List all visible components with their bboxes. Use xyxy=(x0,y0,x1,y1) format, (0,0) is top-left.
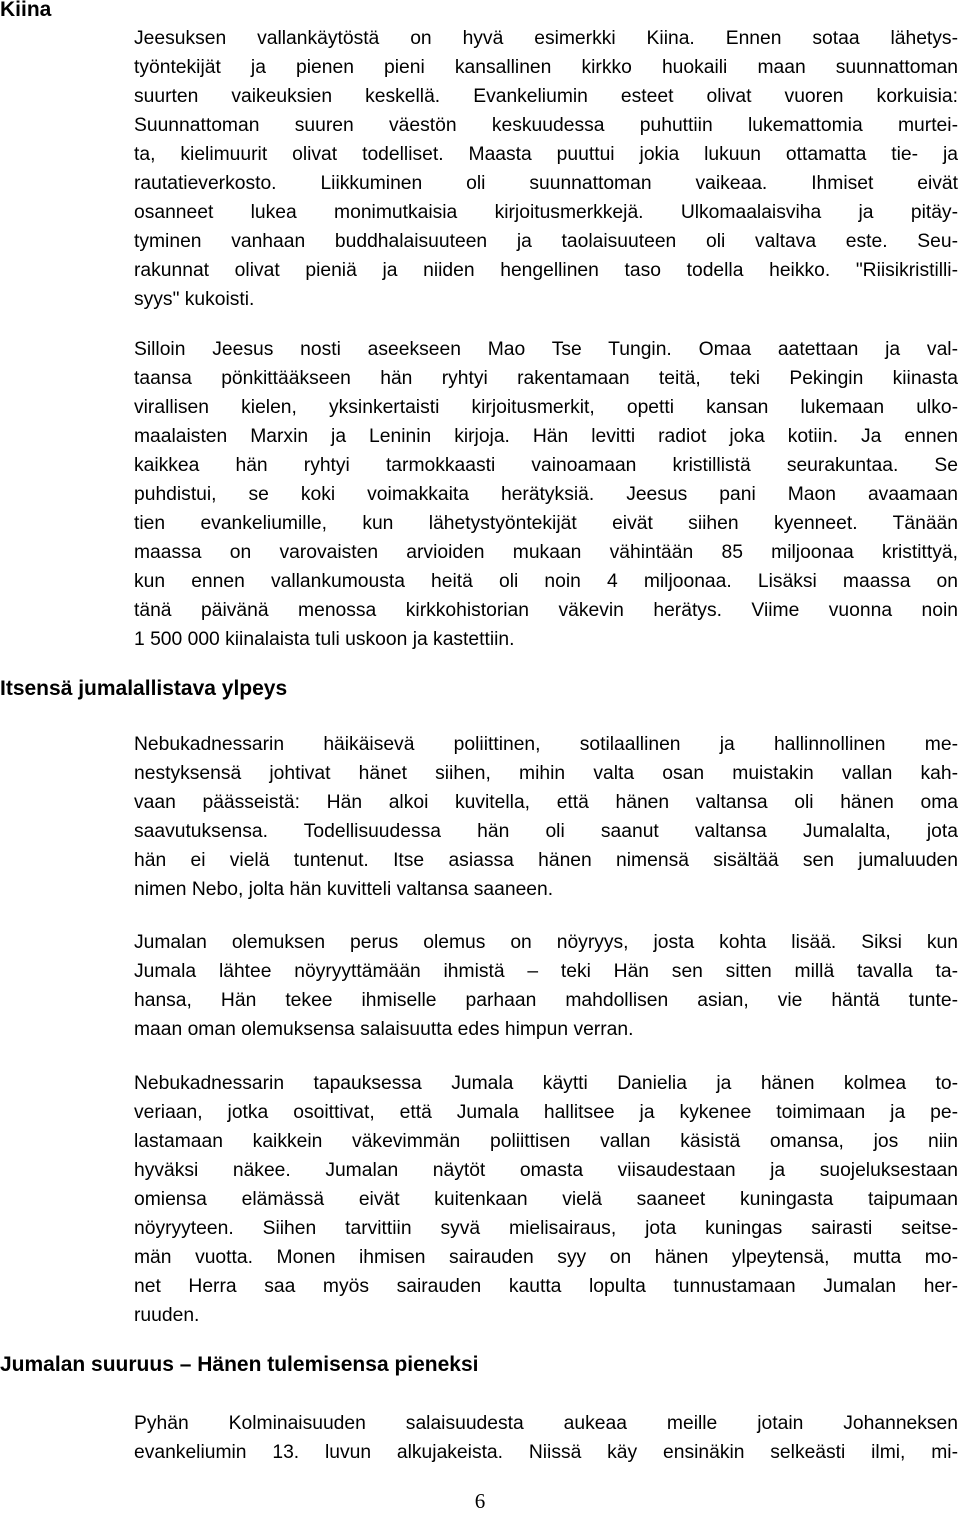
paragraph xyxy=(134,24,958,314)
paragraph xyxy=(134,928,958,1044)
text-line: maassa on varovaisten arvioiden mukaan vähintään 85 miljoonaa kristittyä, xyxy=(134,542,958,563)
text-line: Jumalan olemuksen perus olemus on nöyryys, josta kohta lisää. Siksi kun xyxy=(134,932,958,953)
text-line: evankeliumin 13. luvun alkujakeista. Niissä käy ensinäkin selkeästi ilmi, mi- xyxy=(134,1442,958,1463)
text-line: kun ennen vallankumousta heitä oli noin 4 miljoonaa. Lisäksi maassa on xyxy=(134,571,958,592)
text-line: osanneet lukea monimutkaisia kirjoitusmerkkejä. Ulkomaalaisviha ja pitäy- xyxy=(134,202,958,223)
text-line: maalaisten Marxin ja Leninin kirjoja. Hän levitti radiot joka kotiin. Ja ennen xyxy=(134,426,958,447)
text-line: Jeesuksen vallankäytöstä on hyvä esimerkki Kiina. Ennen sotaa lähetys- xyxy=(134,28,958,49)
text-line: virallisen kielen, yksinkertaisti kirjoitusmerkit, opetti kansan lukemaan ulko- xyxy=(134,397,958,418)
paragraph xyxy=(134,1409,958,1467)
text-line: ruuden. xyxy=(134,1305,200,1326)
text-line: Jumala lähtee nöyryyttämään ihmistä – teki Hän sen sitten millä tavalla ta- xyxy=(134,961,958,982)
text-line: hyväksi näkee. Jumalan näytöt omasta viisaudestaan ja suojeluksestaan xyxy=(134,1160,958,1181)
text-line: veriaan, jotka osoittivat, että Jumala hallitsee ja kykenee toimimaan ja pe- xyxy=(134,1102,958,1123)
text-line: ta, kielimuurit olivat todelliset. Maasta puuttui jokia lukuun ottamatta tie- ja xyxy=(134,144,958,165)
paragraph xyxy=(134,1069,958,1330)
section-heading-ylpeys: Itsensä jumalallistava ylpeys xyxy=(0,677,288,700)
text-line: nimen Nebo, jolta hän kuvitteli valtansa saaneen. xyxy=(134,879,554,900)
text-line: vaan päässeistä: Hän alkoi kuvitella, että hänen valtansa oli hänen oma xyxy=(134,792,958,813)
text-line: Nebukadnessarin häikäisevä poliittinen, sotilaallinen ja hallinnollinen me- xyxy=(134,734,958,755)
text-line: kaikkea hän ryhtyi tarmokkaasti vainoamaan kristillistä seurakuntaa. Se xyxy=(134,455,958,476)
text-line: Nebukadnessarin tapauksessa Jumala käytti Danielia ja hänen kolmea to- xyxy=(134,1073,958,1094)
text-line: nöyryyteen. Siihen tarvittiin syvä mielisairaus, jota kuningas sairasti seitse- xyxy=(134,1218,958,1239)
section-heading-kiina: Kiina xyxy=(0,0,52,21)
text-line: 1 500 000 kiinalaista tuli uskoon ja kastettiin. xyxy=(134,629,515,650)
paragraph xyxy=(134,335,958,654)
text-line: män vuotta. Monen ihmisen sairauden syy on hänen ylpeytensä, mutta mo- xyxy=(134,1247,958,1268)
text-line: työntekijät ja pienen pieni kansallinen kirkko huokaili maan suunnattoman xyxy=(134,57,958,78)
section-heading-suuruus: Jumalan suuruus – Hänen tulemisensa pieneksi xyxy=(0,1353,479,1376)
text-line: lastamaan kaikkein väkevimmän poliittisen vallan käsistä omansa, jos niin xyxy=(134,1131,958,1152)
text-line: tyminen vanhaan buddhalaisuuteen ja taolaisuuteen oli valtava este. Seu- xyxy=(134,231,958,252)
text-line: omiensa elämässä eivät kuitenkaan vielä saaneet kuningasta taipumaan xyxy=(134,1189,958,1210)
text-line: tien evankeliumille, kun lähetystyöntekijät eivät siihen kyenneet. Tänään xyxy=(134,513,958,534)
text-line: nestyksensä johtivat hänet siihen, mihin valta osan muistakin vallan kah- xyxy=(134,763,958,784)
text-line: net Herra saa myös sairauden kautta lopulta tunnustamaan Jumalan her- xyxy=(134,1276,958,1297)
paragraph xyxy=(134,730,958,904)
text-line: Pyhän Kolminaisuuden salaisuudesta aukeaa meille jotain Johanneksen xyxy=(134,1413,958,1434)
text-line: hän ei vielä tuntenut. Itse asiassa hänen nimensä sisältää sen jumaluuden xyxy=(134,850,958,871)
text-line: tänä päivänä menossa kirkkohistorian väkevin herätys. Viime vuonna noin xyxy=(134,600,958,621)
text-line: Suunnattoman suuren väestön keskuudessa puhuttiin lukemattomia murtei- xyxy=(134,115,958,136)
text-line: rautatieverkosto. Liikkuminen oli suunnattoman vaikeaa. Ihmiset eivät xyxy=(134,173,958,194)
text-line: Silloin Jeesus nosti aseekseen Mao Tse Tungin. Omaa aatettaan ja val- xyxy=(134,339,958,360)
text-line: maan oman olemuksensa salaisuutta edes himpun verran. xyxy=(134,1019,634,1040)
text-line: suurten vaikeuksien keskellä. Evankeliumin esteet olivat vuoren korkuisia: xyxy=(134,86,958,107)
text-line: taansa pönkittääkseen hän ryhtyi rakentamaan teitä, teki Pekingin kiinasta xyxy=(134,368,958,389)
text-line: puhdistui, se koki voimakkaita herätyksiä. Jeesus pani Maon avaamaan xyxy=(134,484,958,505)
text-line: rakunnat olivat pieniä ja niiden hengellinen taso todella heikko. "Riisikristilli- xyxy=(134,260,958,281)
page-number: 6 xyxy=(474,1489,486,1513)
text-line: saavutuksensa. Todellisuudessa hän oli saanut valtansa Jumalalta, jota xyxy=(134,821,958,842)
text-line: hansa, Hän tekee ihmiselle parhaan mahdollisen asian, vie häntä tunte- xyxy=(134,990,958,1011)
text-line: syys" kukoisti. xyxy=(134,289,255,310)
